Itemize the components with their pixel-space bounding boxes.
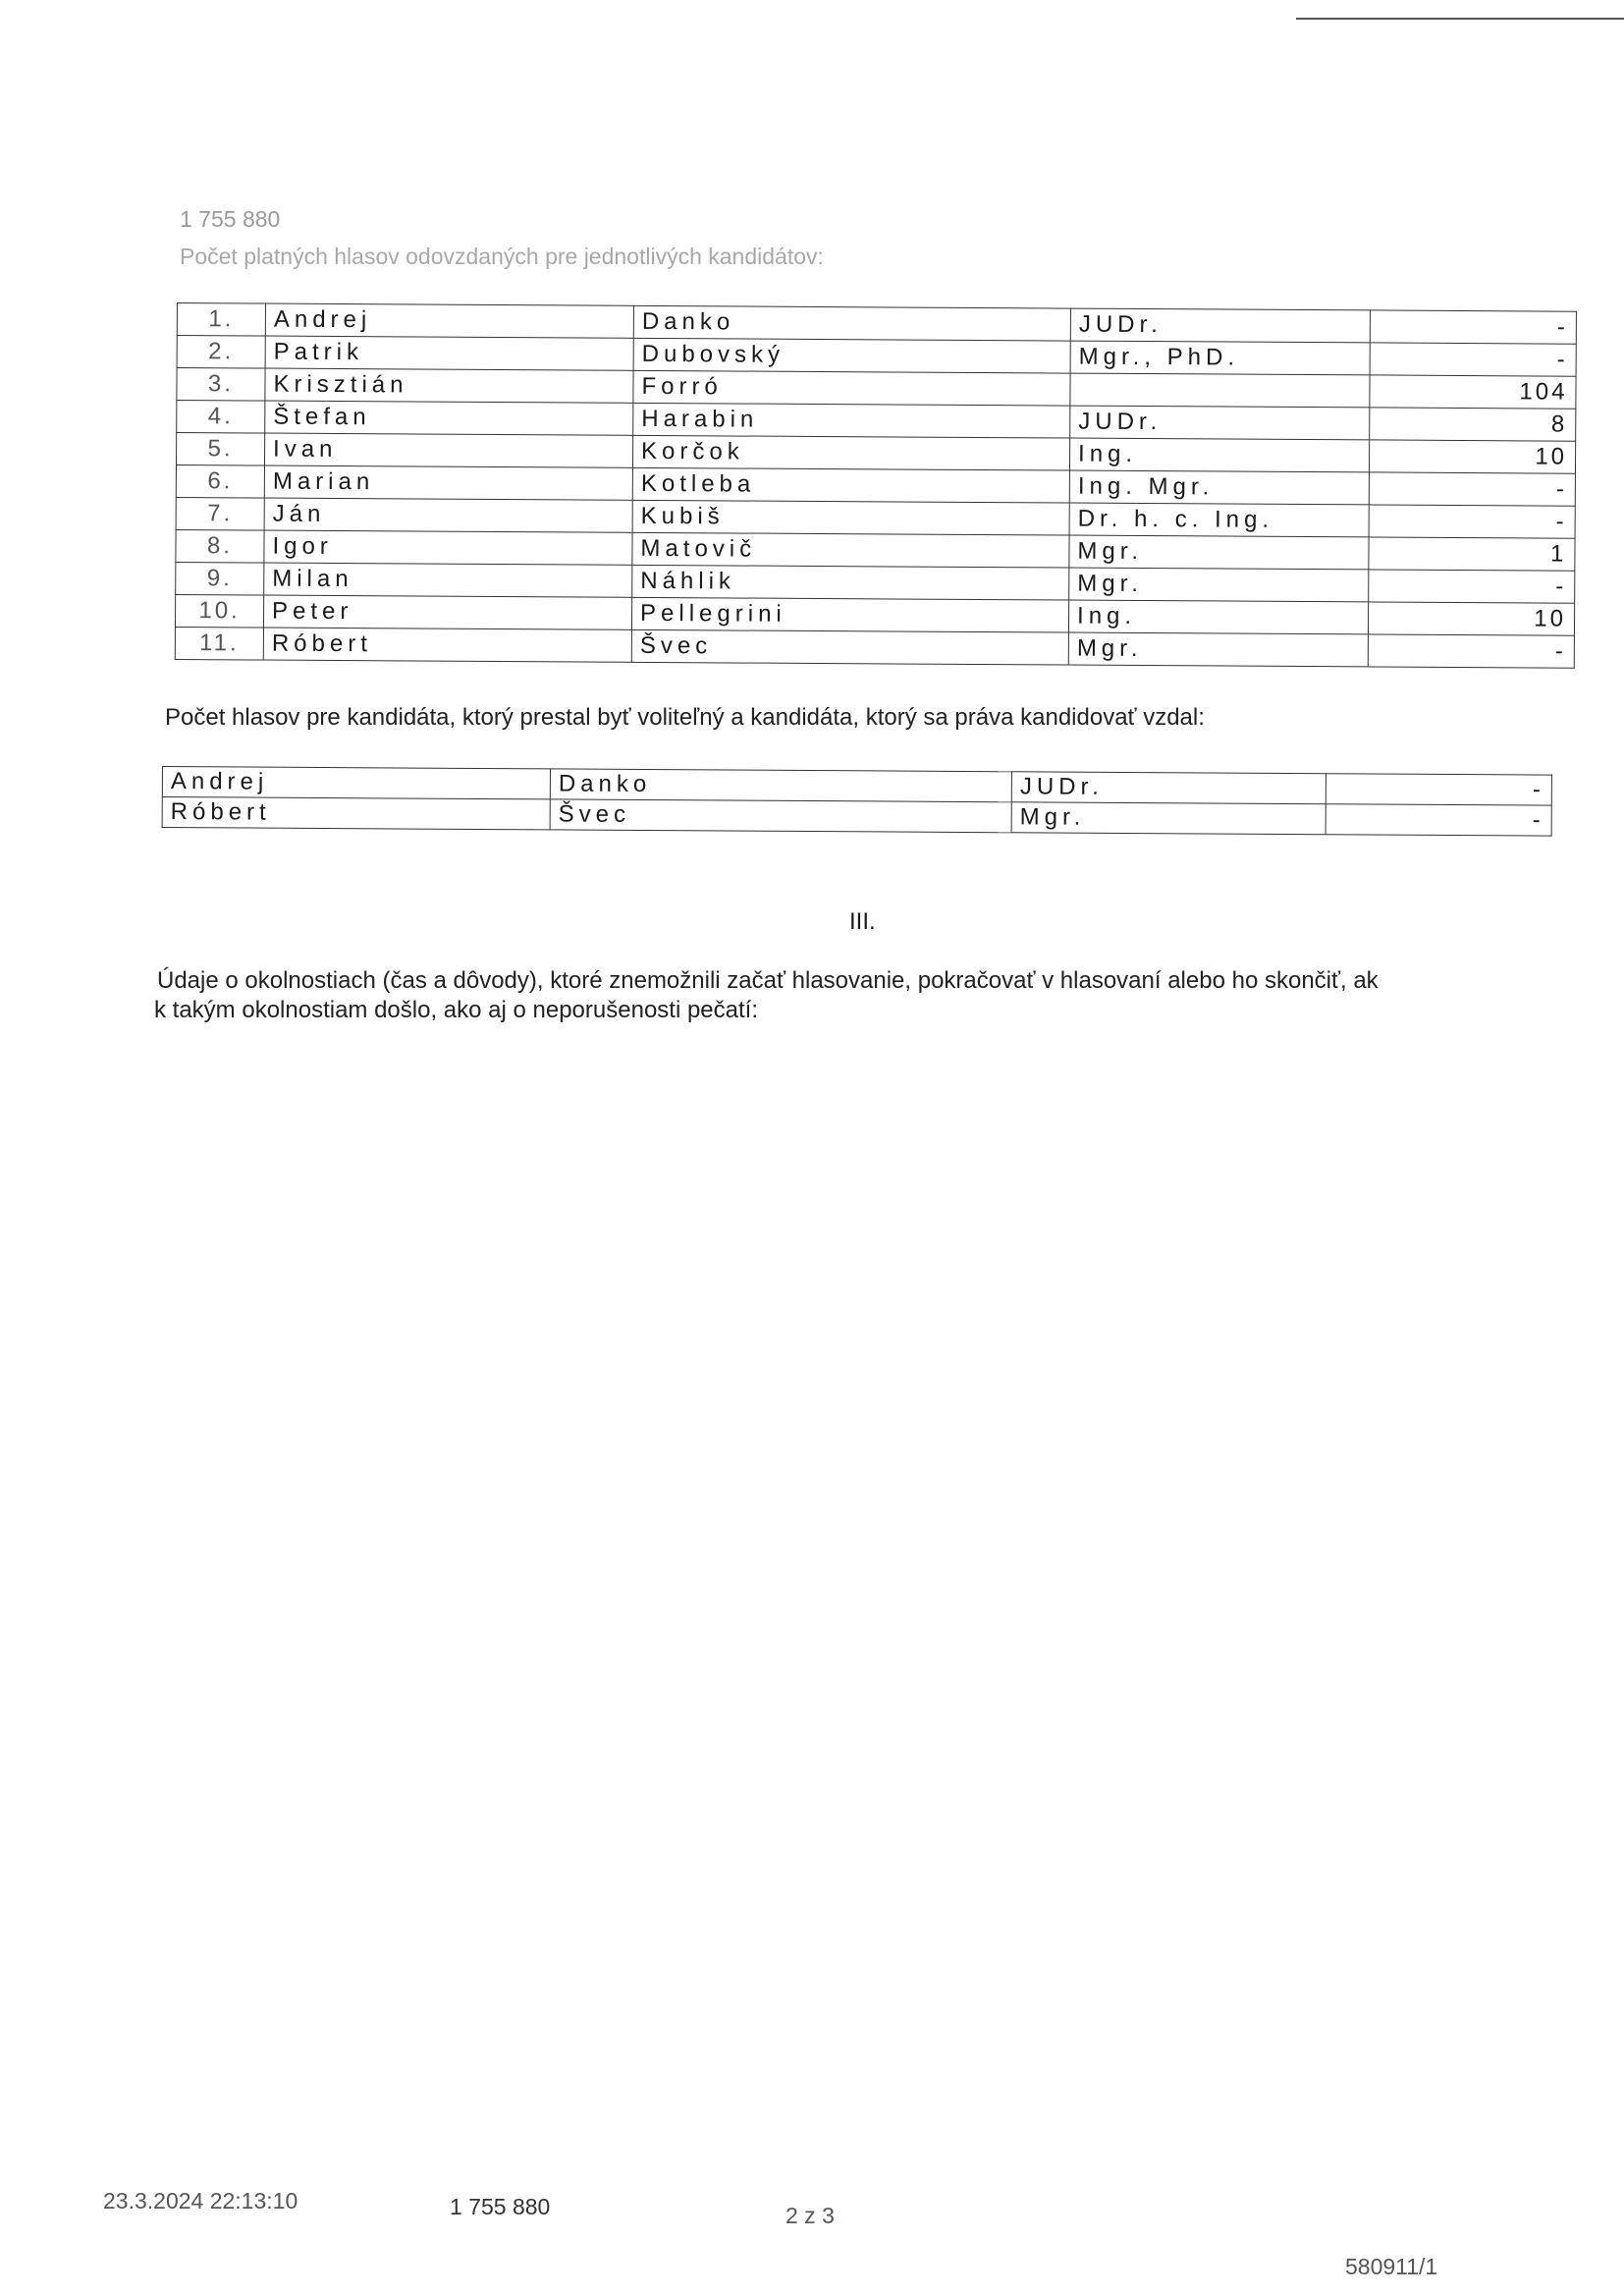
candidate-number: 7. bbox=[176, 497, 264, 530]
candidate-last-name: Harabin bbox=[633, 403, 1070, 438]
withdrawn-heading: Počet hlasov pre kandidáta, ktorý prestal byť voliteľný a kandidáta, ktorý sa práva kandidovať vzdal: bbox=[165, 704, 1205, 731]
footer-timestamp: 23.3.2024 22:13:10 bbox=[103, 2188, 298, 2214]
candidate-first-name: Róbert bbox=[263, 628, 631, 662]
candidate-last-name: Kubiš bbox=[632, 500, 1069, 535]
candidate-number: 6. bbox=[176, 465, 264, 498]
withdrawn-votes: - bbox=[1326, 774, 1551, 805]
candidate-votes-table bbox=[175, 302, 1577, 669]
candidate-title: Mgr., PhD. bbox=[1070, 341, 1370, 375]
candidate-last-name: Kotleba bbox=[632, 467, 1069, 503]
withdrawn-votes: - bbox=[1326, 804, 1551, 836]
withdrawn-first-name: Róbert bbox=[162, 797, 550, 830]
candidate-number: 10. bbox=[175, 594, 263, 628]
candidate-last-name: Pellegrini bbox=[631, 597, 1068, 632]
candidate-first-name: Marian bbox=[264, 465, 632, 500]
candidate-title: Ing. Mgr. bbox=[1069, 470, 1369, 505]
candidate-number: 1. bbox=[177, 303, 265, 337]
candidate-last-name: Matovič bbox=[632, 532, 1069, 568]
candidate-number: 2. bbox=[177, 336, 265, 369]
section3-text-line1: Údaje o okolnostiach (čas a dôvody), ktoré znemožnili začať hlasovanie, pokračovať v hlasovaní alebo ho skončiť, ak bbox=[157, 967, 1379, 994]
candidate-votes: 104 bbox=[1370, 375, 1576, 409]
candidate-votes: - bbox=[1369, 472, 1575, 506]
candidate-last-name: Náhlik bbox=[632, 565, 1069, 600]
header-doc-id: 1 755 880 bbox=[180, 206, 281, 232]
footer-doc-id: 1 755 880 bbox=[450, 2194, 551, 2219]
candidate-votes: - bbox=[1368, 634, 1574, 668]
candidate-number: 8. bbox=[176, 529, 264, 563]
withdrawn-last-name: Švec bbox=[550, 799, 1011, 833]
candidate-last-name: Forró bbox=[633, 370, 1070, 406]
withdrawn-first-name: Andrej bbox=[162, 767, 550, 799]
section-number: III. bbox=[849, 908, 876, 935]
withdrawn-title: Mgr. bbox=[1011, 802, 1326, 835]
candidate-first-name: Igor bbox=[264, 530, 632, 565]
candidate-votes: - bbox=[1369, 505, 1575, 538]
candidate-first-name: Patrik bbox=[265, 336, 633, 370]
candidate-last-name: Korčok bbox=[632, 435, 1069, 470]
withdrawn-candidates-table bbox=[162, 766, 1552, 837]
footer-page-number: 2 z 3 bbox=[785, 2203, 835, 2228]
candidate-title: Mgr. bbox=[1068, 632, 1368, 667]
candidate-first-name: Ivan bbox=[264, 433, 632, 467]
top-rule bbox=[1296, 18, 1624, 20]
candidate-first-name: Peter bbox=[263, 595, 631, 629]
candidate-first-name: Andrej bbox=[265, 303, 633, 338]
candidate-title: Mgr. bbox=[1069, 535, 1369, 570]
candidate-last-name: Švec bbox=[631, 629, 1068, 665]
candidate-votes: 10 bbox=[1368, 602, 1574, 635]
candidate-title: Mgr. bbox=[1069, 568, 1369, 602]
withdrawn-title: JUDr. bbox=[1011, 772, 1326, 804]
candidate-title: JUDr. bbox=[1070, 308, 1370, 343]
candidate-votes: 1 bbox=[1369, 537, 1575, 571]
candidate-title bbox=[1070, 373, 1370, 408]
candidate-number: 11. bbox=[175, 627, 263, 660]
candidate-votes: 8 bbox=[1370, 408, 1576, 441]
candidate-title: Ing. bbox=[1069, 438, 1369, 472]
candidate-votes: - bbox=[1370, 343, 1576, 376]
candidate-votes: 10 bbox=[1369, 440, 1575, 473]
candidate-first-name: Milan bbox=[264, 563, 632, 597]
candidate-title: JUDr. bbox=[1070, 406, 1370, 440]
candidate-last-name: Danko bbox=[633, 305, 1070, 341]
candidate-number: 9. bbox=[176, 562, 264, 595]
candidate-number: 5. bbox=[176, 433, 264, 466]
footer-reference: 580911/1 bbox=[1345, 2254, 1438, 2279]
candidate-last-name: Dubovský bbox=[633, 338, 1070, 373]
candidate-first-name: Krisztián bbox=[265, 368, 633, 403]
candidate-number: 4. bbox=[177, 401, 265, 434]
candidates-heading: Počet platných hlasov odovzdaných pre jednotlivých kandidátov: bbox=[180, 244, 824, 269]
candidate-first-name: Ján bbox=[264, 498, 632, 532]
withdrawn-last-name: Danko bbox=[550, 769, 1011, 802]
candidate-votes: - bbox=[1369, 570, 1575, 603]
candidate-number: 3. bbox=[177, 368, 265, 402]
section3-text-line2: k takým okolnostiam došlo, ako aj o neporušenosti pečatí: bbox=[154, 997, 758, 1023]
candidate-title: Dr. h. c. Ing. bbox=[1069, 503, 1369, 537]
candidate-first-name: Štefan bbox=[265, 401, 633, 435]
candidate-title: Ing. bbox=[1068, 600, 1368, 634]
candidate-votes: - bbox=[1370, 310, 1576, 344]
